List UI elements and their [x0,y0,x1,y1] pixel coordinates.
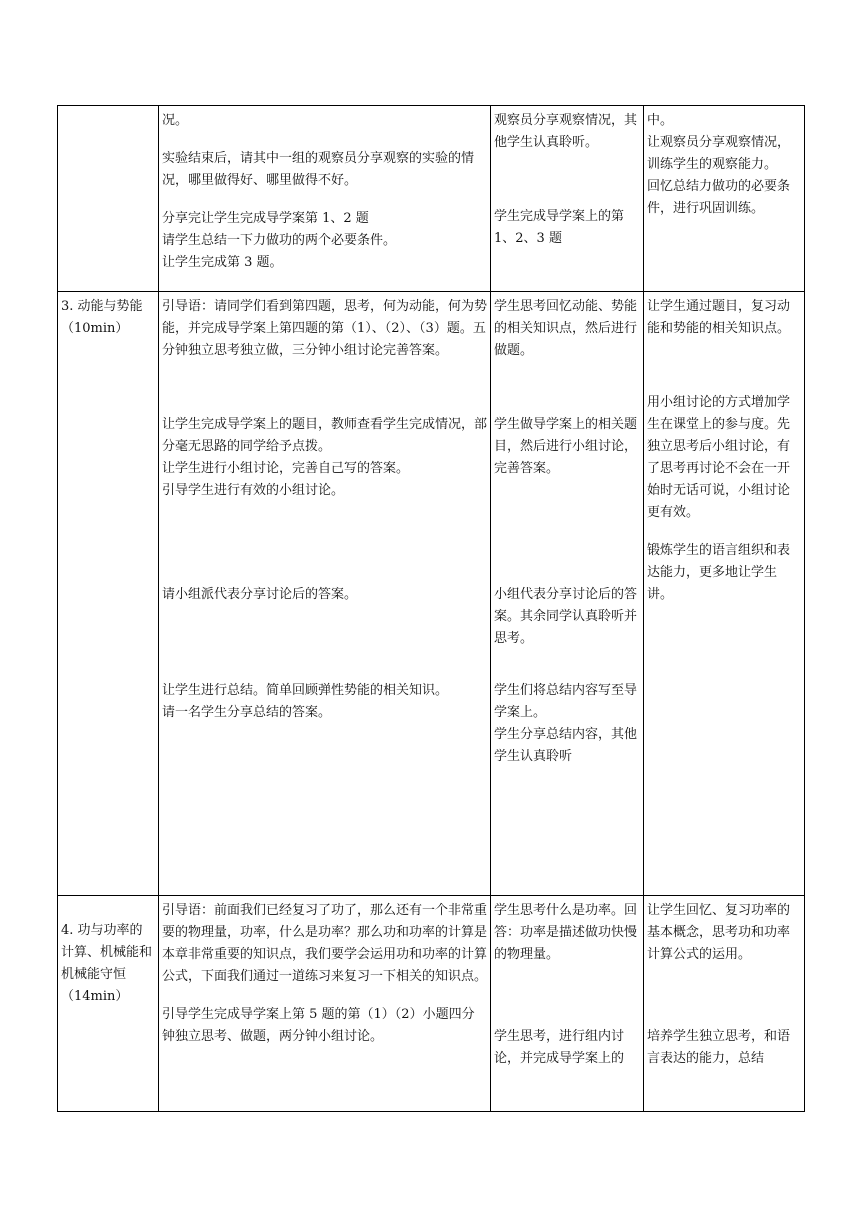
teacher-text: 请学生总结一下力做功的两个必要条件。 [162,233,397,248]
table-row [58,292,805,896]
teacher-text: 分享完让学生完成导学案第 1、2 题 [162,211,369,226]
student-text: 学生思考回忆动能、势能的相关知识点，然后进行做题。 [494,299,638,358]
teacher-text: 引导学生进行有效的小组讨论。 [162,483,345,498]
student-activity-cell [491,106,644,292]
teacher-text: 引导学生完成导学案上第 5 题的第（1）（2）小题四分钟独立思考、做题，两分钟小组讨论。 [162,1007,475,1044]
intent-text: 中。 [647,113,674,128]
student-text: 学生完成导学案上的第 1、2、3 题 [494,209,625,246]
design-intent-cell [644,896,805,1112]
teacher-text: 让学生进行总结。简单回顾弹性势能的相关知识。 [162,683,449,698]
teacher-activity-cell [159,896,491,1112]
teacher-text: 请小组派代表分享讨论后的答案。 [162,587,358,602]
design-intent-cell [644,106,805,292]
student-text: 观察员分享观察情况，其他学生认真聆听。 [494,113,638,150]
teacher-text: 让学生完成导学案上的题目，教师查看学生完成情况，部分毫无思路的同学给予点拨。 [162,417,488,454]
intent-text: 让观察员分享观察情况，训练学生的观察能力。 [647,135,791,172]
student-text: 学生思考，进行组内讨论，并完成导学案上的 [494,1029,625,1066]
teacher-text: 让学生进行小组讨论，完善自己写的答案。 [162,461,410,476]
student-text: 学生们将总结内容写至导学案上。 [494,683,638,720]
teacher-activity-cell [159,292,491,896]
stage-cell [58,106,159,292]
student-text: 学生做导学案上的相关题目，然后进行小组讨论，完善答案。 [494,417,638,476]
intent-text: 回忆总结力做功的必要条件，进行巩固训练。 [647,179,791,216]
teacher-text: 引导语：前面我们已经复习了功了，那么还有一个非常重要的物理量，功率，什么是功率？那么功和功率的计算是本章非常重要的知识点，我们要学会运用功和功率的计算公式，下面我们通过一道练习来复习一下相关的知识点。 [162,903,488,984]
design-intent-cell [644,292,805,896]
teacher-text: 引导语：请同学们看到第四题，思考，何为动能，何为势能，并完成导学案上第四题的第（1）、（2）、（3）题。五分钟独立思考独立做，三分钟小组讨论完善答案。 [162,299,488,358]
student-activity-cell [491,292,644,896]
stage-cell: 3. 动能与势能（10min） [58,292,159,896]
table-row [58,896,805,1112]
intent-text: 培养学生独立思考，和语言表达的能力，总结 [647,1029,791,1066]
teacher-text: 实验结束后，请其中一组的观察员分享观察的实验的情况，哪里做得好、哪里做得不好。 [162,151,475,188]
teacher-text: 况。 [162,113,189,128]
lesson-plan-table [57,105,805,1112]
teacher-activity-cell [159,106,491,292]
student-text: 学生分享总结内容，其他学生认真聆听 [494,727,638,764]
teacher-text: 请一名学生分享总结的答案。 [162,705,332,720]
intent-text: 让学生通过题目，复习动能和势能的相关知识点。 [647,299,791,336]
student-activity-cell [491,896,644,1112]
intent-text: 用小组讨论的方式增加学生在课堂上的参与度。先独立思考后小组讨论，有了思考再讨论不会在一开始时无话可说，小组讨论更有效。 [647,395,791,520]
intent-text: 让学生回忆、复习功率的基本概念，思考功和功率计算公式的运用。 [647,903,791,962]
student-text: 学生思考什么是功率。回答：功率是描述做功快慢的物理量。 [494,903,638,962]
stage-cell: 4. 功与功率的计算、机械能和机械能守恒（14min） [58,896,159,1112]
student-text: 小组代表分享讨论后的答案。其余同学认真聆听并思考。 [494,587,638,646]
intent-text: 锻炼学生的语言组织和表达能力，更多地让学生讲。 [647,543,791,602]
teacher-text: 让学生完成第 3 题。 [162,255,283,270]
table-row [58,106,805,292]
